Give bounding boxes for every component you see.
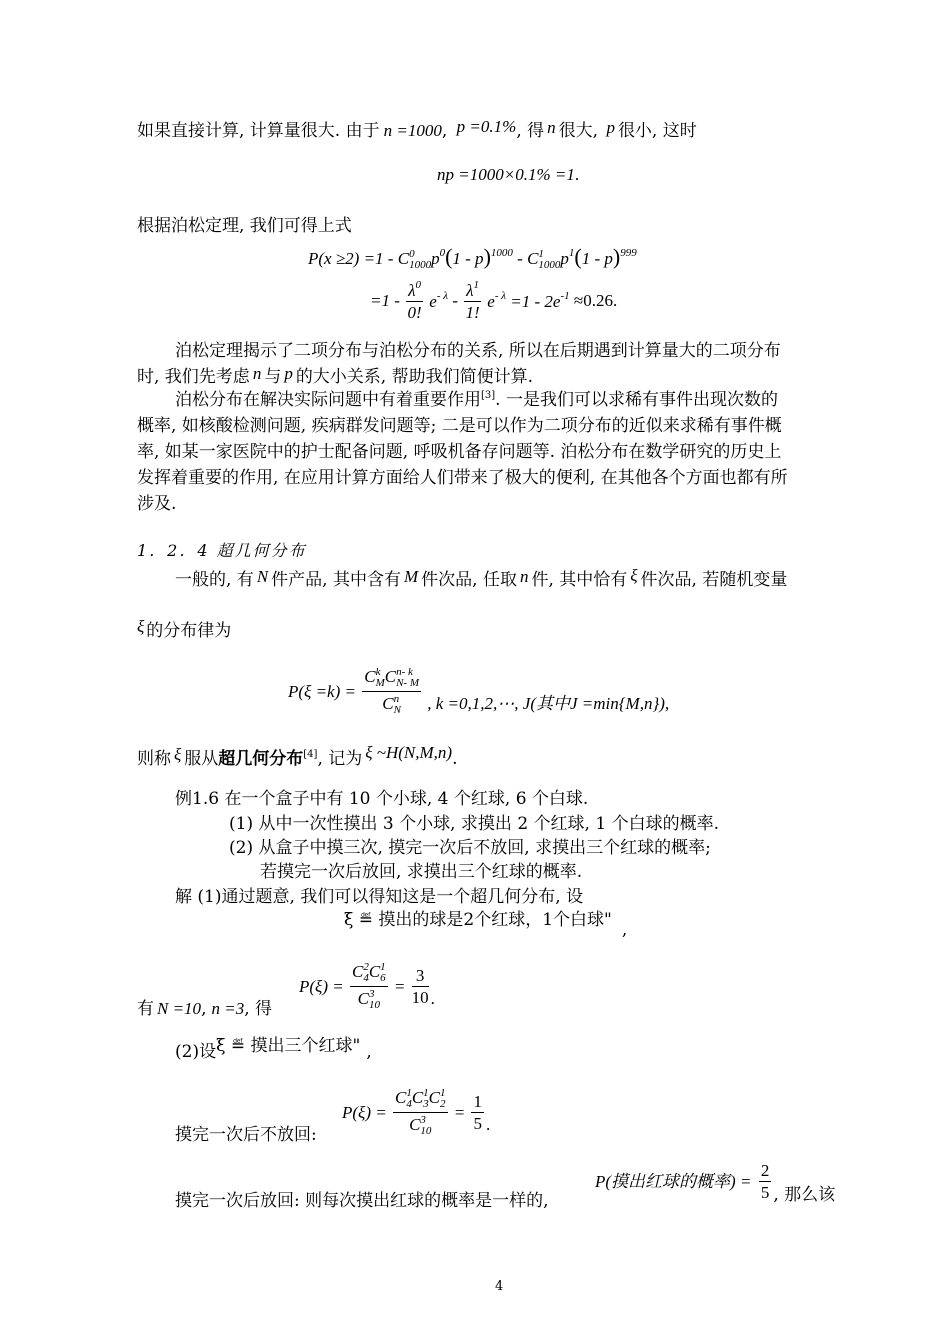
math-N: N (256, 567, 269, 586)
comma: , (201, 999, 207, 1019)
math-n: n (547, 118, 556, 137)
para4-a: 泊松分布在解决实际问题中有着重要作用 (175, 390, 481, 410)
sol1-definition: ξ ≝ 摸出的球是2个红球，1个白球" (344, 910, 612, 930)
term-hypergeometric: 超几何分布 (218, 749, 304, 769)
solution-2-formula: P(ξ) = C 1 4 C 1 3 C 1 2 C 3 10 = $\frac{1}{5}$ . (342, 1087, 491, 1137)
citation-3[interactable]: [3] (481, 390, 496, 401)
poisson2-a: =1 - (370, 291, 400, 310)
equation-poisson-line2: =1 - $\frac{\lambda^0}{0!}$ $e^{- \lambda}$ - $\frac{\lambda^1}{1!}$ $e^{- \lambda} =1 - 2e^{-1} \approx 0.26$. (370, 279, 618, 322)
para1-text-a: 如果直接计算, 计算量很大. 由于 (137, 121, 380, 141)
para3-line1: 泊松定理揭示了二项分布与泊松分布的关系, 所以在后期遇到计算量大的二项分布 (175, 341, 781, 361)
para3-b: 与 (264, 367, 282, 387)
sol1-have: 有 (137, 999, 154, 1019)
hg1-e: 件次品, 若随机变量 (640, 570, 788, 590)
lambda-1: λ (466, 281, 474, 300)
lambda-1-sup: 1 (473, 279, 480, 291)
hg-formula: P(ξ =k) = C k M C n- k N- M C n N , k =0,1,2,⋯, J(其中J =min{M,n}), (288, 666, 670, 716)
hg3-c: , 记为 (317, 749, 363, 769)
lambda-0: λ (408, 281, 416, 300)
sol3-tail: , 那么该 (773, 1185, 836, 1205)
math-M: M (403, 567, 419, 586)
poisson-minus: - (517, 249, 523, 268)
para2-line: 根据泊松定理, 我们可得上式 (137, 216, 352, 236)
para1-text-b: , 得 (516, 121, 545, 141)
solution-1: 解 (1)通过题意, 我们可以得知这是一个超几何分布, 设 (175, 887, 584, 907)
hg-line3 (137, 743, 458, 769)
citation-4[interactable]: [4] (303, 749, 318, 760)
sol1-get: , 得 (244, 999, 273, 1019)
para3-line2 (137, 364, 534, 387)
hg-line1 (175, 566, 788, 590)
hg-formula-lhs: P(ξ =k) = (288, 682, 356, 701)
fact-1: 1! (465, 303, 480, 322)
sol1-num: 3 (412, 967, 429, 987)
exp-1000: 1000 (490, 247, 513, 259)
hg3-b: 服从 (184, 749, 219, 769)
sol2-den: 5 (473, 1114, 482, 1133)
example-title: 例1.6 在一个盒子中有 10 个小球, 4 个红球, 6 个白球. (175, 789, 589, 809)
poisson2-c-sup: -1 (560, 290, 570, 302)
sol3-num: 2 (760, 1161, 770, 1180)
math-p: p (284, 364, 293, 383)
equation-np: np =1000×0.1% =1. (437, 165, 580, 184)
para4-b: . 一是我们可以求稀有事件出现次数的 (495, 390, 778, 410)
math-p: p (606, 118, 615, 137)
sol2-num: 1 (473, 1092, 482, 1111)
equation-poisson-line1: P(x ≥2) =1 - C 0 1000 $p^0(1 - p)^{1000}$ - C 1 1000 $p^1(1 - p)^{999}$ (308, 244, 637, 272)
sol1-N: N =10 (157, 999, 202, 1018)
hg2-a: 的分布律为 (146, 621, 232, 641)
sol2-frac-lhs: P(ξ) = (342, 1103, 387, 1122)
poisson2-c: =1 - 2e (510, 292, 561, 311)
para4-line2: 概率, 如核酸检测问题, 疾病群发问题等; 二是可以作为二项分布的近似来求稀有事件概 (137, 416, 782, 436)
example-q1: (1) 从中一次性摸出 3 个小球, 求摸出 2 个红球, 1 个白球的概率. (229, 814, 719, 834)
math-n-eq: n =1000 (383, 121, 442, 140)
para1-text-c: 很大, (558, 121, 599, 141)
hg-line2 (137, 617, 232, 641)
hg3-a: 则称 (137, 749, 171, 769)
math-xi: ξ (137, 617, 145, 636)
sol1-den: 10 (411, 988, 429, 1007)
solution-2-def (175, 1036, 372, 1062)
hg1-a: 一般的, 有 (175, 570, 254, 590)
comma: , (366, 1042, 372, 1062)
sol3-frac-lhs: P(摸出红球的概率) = (595, 1172, 752, 1191)
solution-3-label: 摸完一次后放回: 则每次摸出红球的概率是一样的, (175, 1191, 549, 1211)
math-p-eq: p =0.1% (456, 117, 517, 136)
lambda-0-sup: 0 (415, 279, 422, 291)
section-heading: 1．2．4 超几何分布 (137, 541, 307, 560)
math-n: n (252, 364, 262, 383)
comma: , (621, 920, 628, 940)
sol3-den: 5 (760, 1183, 770, 1202)
solution-2-label: 摸完一次后不放回: (175, 1125, 317, 1145)
exp-999: 999 (620, 247, 637, 259)
period: . (452, 749, 458, 769)
poisson-lhs: P(x ≥2) =1 - (308, 249, 394, 268)
para1-text-d: 很小, 这时 (617, 121, 697, 141)
hg1-c: 件次品, 任取 (421, 570, 517, 590)
sol2-a: (2)设 (175, 1042, 217, 1062)
para4-line3: 率, 如某一家医院中的护士配备问题, 呼吸机备存问题等. 泊松分布在数学研究的历史上 (137, 442, 782, 462)
poisson2-result: ≈0.26. (573, 291, 618, 310)
para4-line4: 发挥着重要的作用, 在应用计算方面给人们带来了极大的便利, 在其他各个方面也都有所 (137, 468, 788, 488)
comma: , (441, 121, 448, 141)
para4-line5: 涉及. (137, 494, 177, 514)
sol1-n: n =3 (211, 999, 245, 1018)
solution-1-def (344, 910, 628, 940)
solution-1-formula: P(ξ) = C 2 4 C 1 6 C 3 10 = $\frac{3}{10}$ . (299, 961, 435, 1011)
math-xi: ξ (174, 745, 182, 764)
sol2-definition: ξ ≝ 摸出三个红球" (216, 1036, 361, 1056)
eq-np-text: np =1000×0.1% =1 (437, 165, 575, 184)
para3-a: 时, 我们先考虑 (137, 367, 250, 387)
solution-1-have (137, 1000, 272, 1018)
hg1-d: 件, 其中恰有 (531, 570, 628, 590)
page-number: 4 (495, 1279, 504, 1294)
hg-formula-tail: , k =0,1,2,⋯, J(其中J =min{M,n}), (427, 694, 670, 713)
para1-line (137, 117, 697, 141)
fact-0: 0! (407, 303, 422, 322)
math-xi: ξ (630, 566, 638, 585)
para4-line1 (175, 391, 778, 409)
solution-3-formula (595, 1161, 836, 1205)
math-n: n (519, 567, 529, 586)
example-q2b: 若摸完一次后放回, 求摸出三个红球的概率. (260, 862, 583, 882)
poisson2-minus: - (452, 291, 458, 310)
para3-c: 的大小关系, 帮助我们简便计算. (295, 367, 534, 387)
example-q2: (2) 从盒子中摸三次, 摸完一次后不放回, 求摸出三个红球的概率; (229, 838, 711, 858)
hg1-b: 件产品, 其中含有 (271, 570, 401, 590)
hg-notation: ξ ~H(N,M,n) (365, 743, 453, 762)
sol1-frac-lhs: P(ξ) = (299, 977, 344, 996)
